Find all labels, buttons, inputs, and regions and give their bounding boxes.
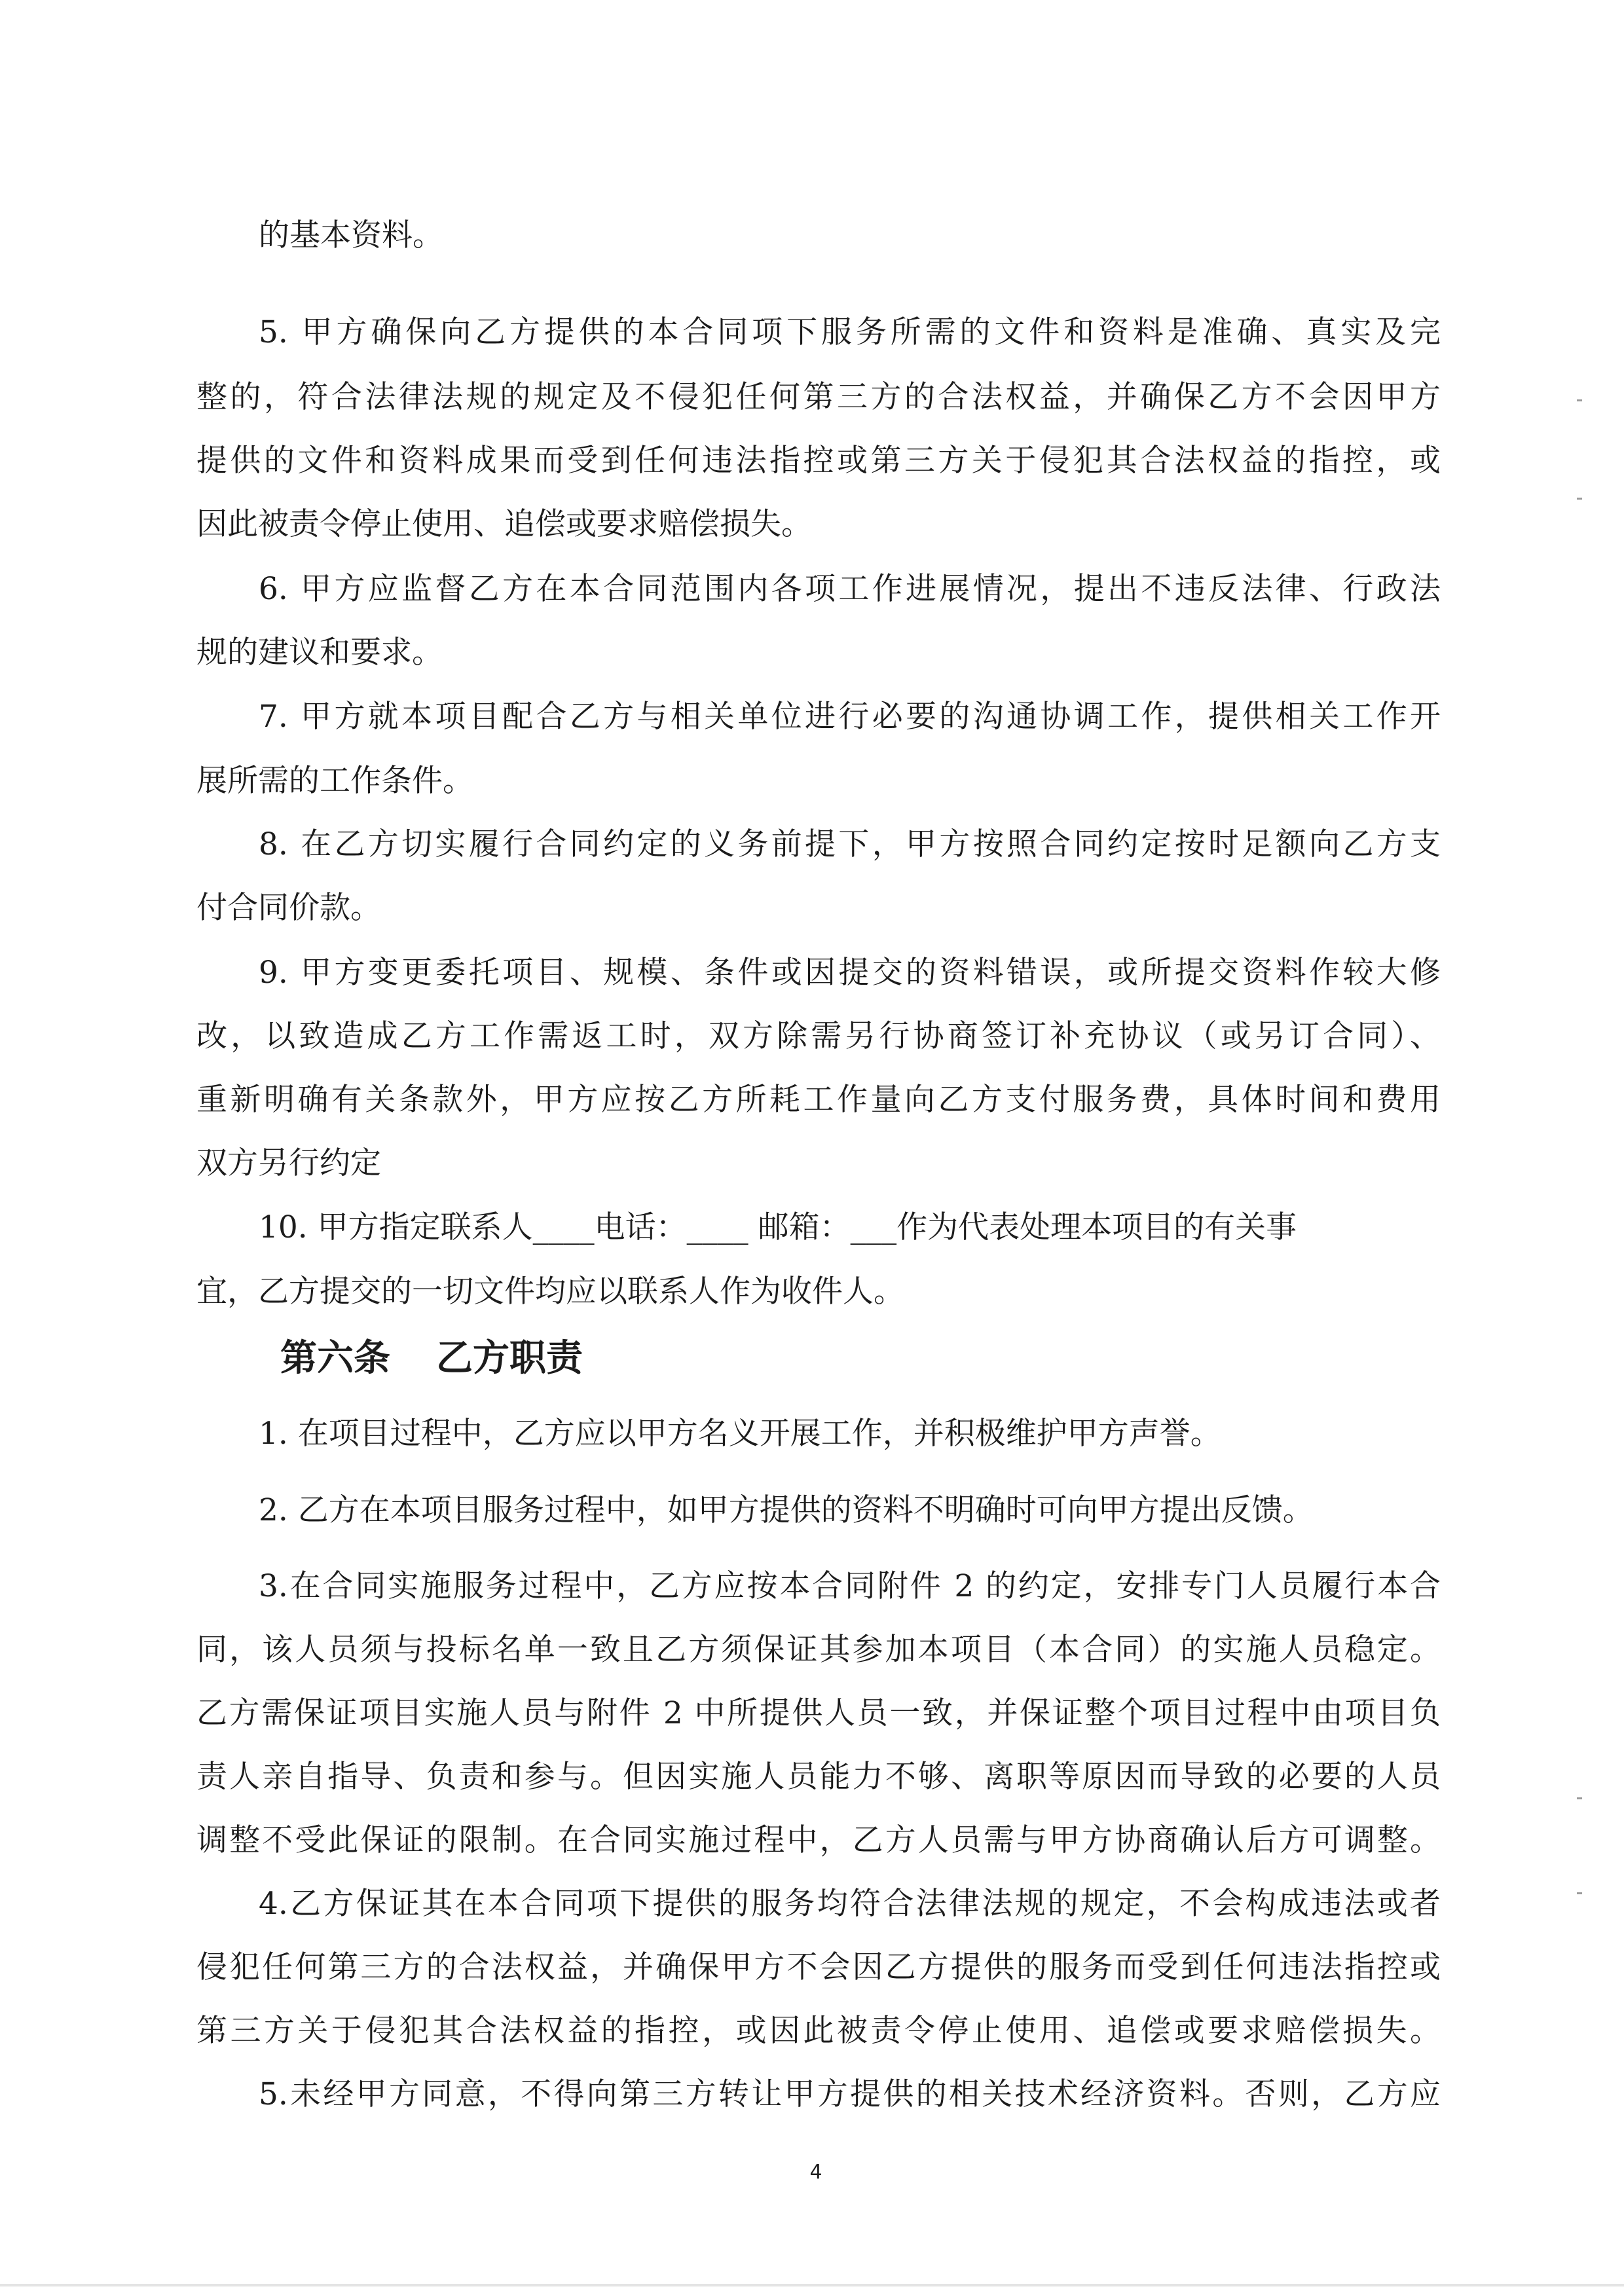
- text-line: 提供的文件和资料成果而受到任何违法指控或第三方关于侵犯其合法权益的指控，或: [196, 443, 1441, 479]
- text-line: 双方另行约定: [196, 1145, 381, 1181]
- scan-mark: [1577, 498, 1582, 500]
- clause-9-line: 9. 甲方变更委托项目、规模、条件或因提交的资料错误，或所提交资料作较大修: [259, 955, 1441, 991]
- text-line: 因此被责令停止使用、追偿或要求赔偿损失。: [196, 506, 812, 542]
- text-line: 同，该人员须与投标名单一致且乙方须保证其参加本项目（本合同）的实施人员稳定。: [196, 1632, 1441, 1668]
- scan-mark: [1577, 1797, 1582, 1799]
- clause-5-line: 5. 甲方确保向乙方提供的本合同项下服务所需的文件和资料是准确、真实及完: [259, 314, 1441, 350]
- heading-title: 乙方职责: [436, 1337, 583, 1380]
- text-line: 调整不受此保证的限制。在合同实施过程中，乙方人员需与甲方协商确认后方可调整。: [196, 1822, 1441, 1858]
- text-line: 的基本资料。: [259, 217, 443, 253]
- text-line: 规的建议和要求。: [196, 634, 443, 670]
- text-line: 侵犯任何第三方的合法权益，并确保甲方不会因乙方提供的服务而受到任何违法指控或: [196, 1949, 1441, 1985]
- text-line: 改，以致造成乙方工作需返工时，双方除需另行协商签订补充协议（或另订合同）、: [196, 1018, 1441, 1054]
- text-line: 乙方需保证项目实施人员与附件 2 中所提供人员一致，并保证整个项目过程中由项目负: [196, 1695, 1441, 1731]
- clause-8-line: 8. 在乙方切实履行合同约定的义务前提下，甲方按照合同约定按时足额向乙方支: [259, 826, 1441, 862]
- clause-6-line: 6. 甲方应监督乙方在本合同范围内各项工作进展情况，提出不违反法律、行政法: [259, 571, 1441, 607]
- duty-3-line: 3.在合同实施服务过程中，乙方应按本合同附件 2 的约定，安排专门人员履行本合: [259, 1568, 1441, 1604]
- text-line: 第三方关于侵犯其合法权益的指控，或因此被责令停止使用、追偿或要求赔偿损失。: [196, 2013, 1441, 2049]
- text-line: 宜，乙方提交的一切文件均应以联系人作为收件人。: [196, 1274, 904, 1310]
- text-line: 整的，符合法律法规的规定及不侵犯任何第三方的合法权益，并确保乙方不会因甲方: [196, 379, 1441, 415]
- text-line: 重新明确有关条款外，甲方应按乙方所耗工作量向乙方支付服务费，具体时间和费用: [196, 1082, 1441, 1118]
- duty-5-line: 5.未经甲方同意，不得向第三方转让甲方提供的相关技术经济资料。否则，乙方应: [259, 2076, 1441, 2112]
- scan-edge: [0, 2284, 1624, 2286]
- heading-article: 第六条: [280, 1337, 390, 1380]
- text-line: 展所需的工作条件。: [196, 763, 473, 799]
- page-number: 4: [809, 2161, 822, 2184]
- section-heading: [280, 1336, 583, 1382]
- duty-1-line: 1. 在项目过程中，乙方应以甲方名义开展工作，并积极维护甲方声誉。: [259, 1416, 1221, 1452]
- clause-10-line: 10. 甲方指定联系人____电话：____ 邮箱：___作为代表处理本项目的有关事: [259, 1209, 1297, 1245]
- duty-4-line: 4.乙方保证其在本合同项下提供的服务均符合法律法规的规定，不会构成违法或者: [259, 1886, 1441, 1922]
- text-line: 付合同价款。: [196, 890, 381, 926]
- scan-mark: [1577, 1892, 1582, 1894]
- scan-mark: [1577, 399, 1582, 401]
- clause-7-line: 7. 甲方就本项目配合乙方与相关单位进行必要的沟通协调工作，提供相关工作开: [259, 699, 1441, 735]
- text-line: 责人亲自指导、负责和参与。但因实施人员能力不够、离职等原因而导致的必要的人员: [196, 1759, 1441, 1795]
- duty-2-line: 2. 乙方在本项目服务过程中，如甲方提供的资料不明确时可向甲方提出反馈。: [259, 1492, 1314, 1528]
